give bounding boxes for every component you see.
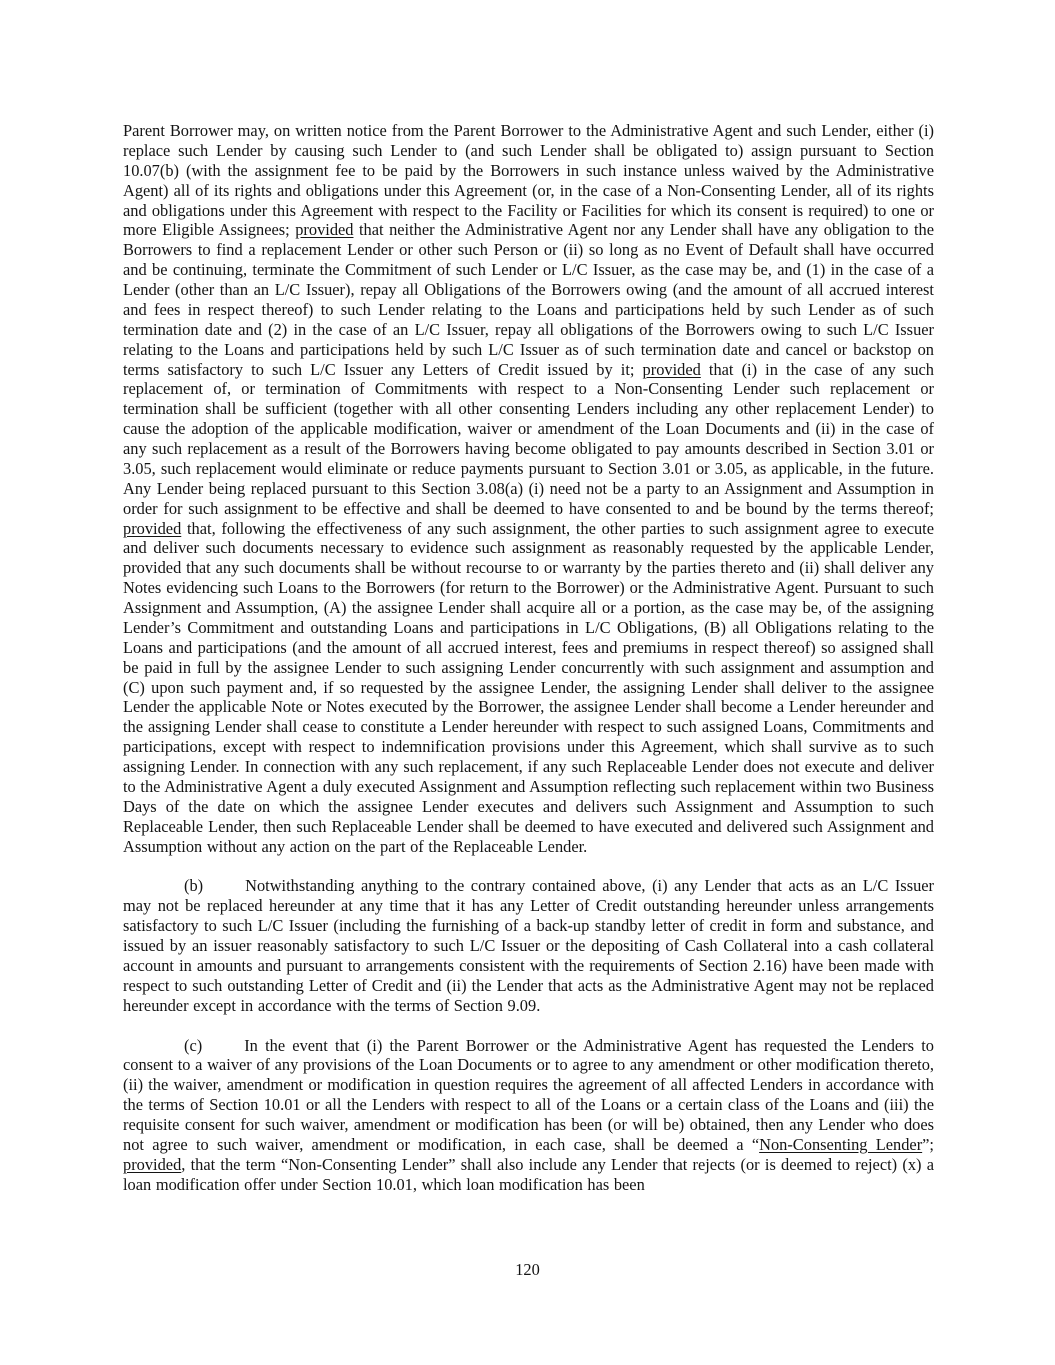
body-text: In the event that (i) the Parent Borrower or the Administrative Agent has requested the Lenders to consent to a waiver of any provisions of the Loan Documents or to agree to any amendment or other modification thereto, (ii) the waiver, amendment or modification in question requires the agreement of all affected Lenders in accordance with the terms of Section 10.01 or all the Lenders with respect to all of the Loans or a certain class of the Loans and (iii) the requisite consent for such waiver, amendment or modification has been (or will be) obtained, then any Lender who does not agree to such waiver, amendment or modification, in each case, shall be deemed a “	[123, 1035, 934, 1154]
underlined-text: Non-Consenting Lender	[759, 1134, 923, 1154]
body-text: Notwithstanding anything to the contrary contained above, (i) any Lender that acts as an L/C Issuer may not be replaced hereunder at any time that it has any Letter of Credit outstanding hereunder unless arrangements satisfactory to such L/C Issuer (including the furnishing of a back-up standby letter of credit in form and substance, and issued by an issuer reasonably satisfactory to such L/C Issuer or the depositing of Cash Collateral into a cash collateral account in amounts and pursuant to arrangements consistent with the requirements of Section 2.16) have been made with respect to such outstanding Letter of Credit and (ii) the Lender that acts as the Administrative Agent may not be replaced hereunder except in accordance with the terms of Section 9.09.	[123, 876, 934, 1015]
paragraph	[123, 1036, 934, 1195]
paragraph	[123, 876, 934, 1015]
underlined-text: provided	[642, 359, 701, 379]
underlined-text: provided	[123, 518, 182, 538]
paragraph-label: (b)	[184, 876, 204, 896]
underlined-text: provided	[123, 1154, 182, 1174]
body-text: Parent Borrower may, on written notice from the Parent Borrower to the Administrative Agent and such Lender, either (i) replace such Lender by causing such Lender to (and such Lender shall be obligated to) assign pursuant to Section 10.07(b) (with the assignment fee to be paid by the Borrowers in such instance unless waived by the Administrative Agent) all of its rights and obligations under this Agreement (or, in the case of a Non-Consenting Lender, all of its rights and obligations under this Agreement with respect to the Facility or Facilities for which its consent is required) to one or more Eligible Assignees;	[123, 121, 934, 240]
underlined-text: provided	[295, 220, 354, 240]
document-text	[123, 121, 934, 1195]
page-number: 120	[515, 1260, 540, 1279]
body-text: ”;	[922, 1134, 934, 1154]
paragraph-label: (c)	[184, 1035, 203, 1055]
body-text: that neither the Administrative Agent nor any Lender shall have any obligation to the Borrowers to find a replacement Lender or other such Person or (ii) so long as no Event of Default shall have occurred and be continuing, terminate the Commitment of such Lender or L/C Issuer, as the case may be, and (1) in the case of a Lender (other than an L/C Issuer), repay all Obligations of the Borrowers owing (and the amount of all accrued interest and fees in respect thereof) to such Lender relating to the Loans and participations held by such Lender as of such termination date and (2) in the case of an L/C Issuer, repay all obligations of the Borrowers owing to such L/C Issuer relating to the Loans and participations held by such L/C Issuer as of such termination date and cancel or backstop on terms satisfactory to such L/C Issuer any Letters of Credit issued by it;	[123, 220, 935, 379]
paragraph	[123, 121, 934, 856]
body-text: , that the term “Non-Consenting Lender” shall also include any Lender that rejects (or is deemed to reject) (x) a loan modification offer under Section 10.01, which loan modification has been	[123, 1154, 934, 1194]
body-text: that, following the effectiveness of any such assignment, the other parties to such assignment agree to execute and deliver such documents necessary to evidence such assignment as reasonably requested by the applicable Lender, provided that any such documents shall be without recourse to or warranty by the parties thereto and (ii) shall deliver any Notes evidencing such Loans to the Borrowers (for return to the Borrower) or the Administrative Agent. Pursuant to such Assignment and Assumption, (A) the assignee Lender shall acquire all or a portion, as the case may be, of the assigning Lender’s Commitment and outstanding Loans and participations in L/C Obligations, (B) all Obligations relating to the Loans and participations (and the amount of all accrued interest, fees and premiums in respect thereof) so assigned shall be paid in full by the assignee Lender to such assigning Lender concurrently with such assignment and assumption and (C) upon such payment and, if so requested by the assignee Lender, the assigning Lender shall deliver to the assignee Lender the applicable Note or Notes executed by the Borrower, the assignee Lender shall become a Lender hereunder and the assigning Lender shall cease to constitute a Lender hereunder with respect to such assigned Loans, Commitments and participations, except with respect to indemnification provisions under this Agreement, which shall survive as to such assigning Lender. In connection with any such replacement, if any such Replaceable Lender does not execute and deliver to the Administrative Agent a duly executed Assignment and Assumption reflecting such replacement within two Business Days of the date on which the assignee Lender executes and delivers such Assignment and Assumption to such Replaceable Lender, then such Replaceable Lender shall be deemed to have executed and delivered such Assignment and Assumption without any action on the part of the Replaceable Lender.	[123, 518, 934, 856]
body-text: that (i) in the case of any such replacement of, or termination of Commitments with respect to a Non-Consenting Lender such replacement or termination shall be sufficient (together with all other consenting Lenders including any other replacement Lender) to cause the adoption of the applicable modification, waiver or amendment of the Loan Documents and (ii) in the case of any such replacement as a result of the Borrowers having become obligated to pay amounts described in Section 3.01 or 3.05, such replacement would eliminate or reduce payments pursuant to Section 3.01 or 3.05, as applicable, in the future. Any Lender being replaced pursuant to this Section 3.08(a) (i) need not be a party to an Assignment and Assumption in order for such assignment to be effective and shall be deemed to have consented to and be bound by the terms thereof;	[123, 359, 935, 518]
